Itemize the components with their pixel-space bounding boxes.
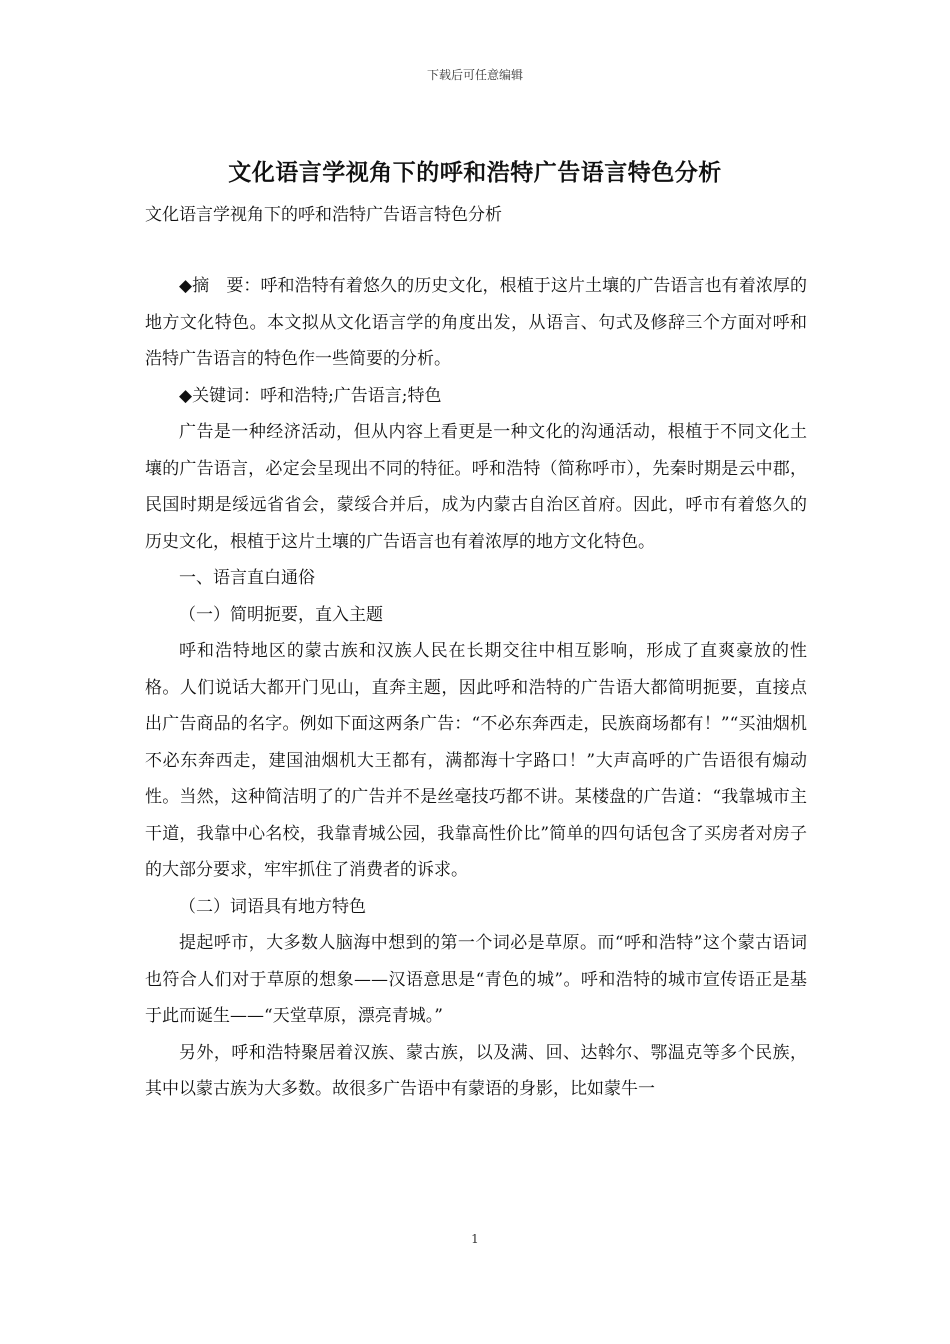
body-paragraph: 呼和浩特地区的蒙古族和汉族人民在长期交往中相互影响，形成了直爽豪放的性格。人们说话大都开门见山，直奔主题，因此呼和浩特的广告语大都简明扼要，直接点出广告商品的名字。例如下面这两条广告：“不必东奔西走，民族商场都有！”“买油烟机不必东奔西走，建国油烟机大王都有，满都海十字路口！”大声高呼的广告语很有煽动性。当然，这种简洁明了的广告并不是丝毫技巧都不讲。某楼盘的广告道：“我靠城市主干道，我靠中心名校，我靠青城公园，我靠高性价比”简单的四句话包含了买房者对房子的大部分要求，牢牢抓住了消费者的诉求。 [145,641,807,880]
subsection-heading: （一）简明扼要，直入主题 [179,604,383,625]
body-paragraph: 提起呼市，大多数人脑海中想到的第一个词必是草原。而“呼和浩特”这个蒙古语词也符合人们对于草原的想象——汉语意思是“青色的城”。呼和浩特的城市宣传语正是基于此而诞生——“天堂草原，漂亮青城。” [145,933,807,1026]
body-text [145,268,807,1108]
body-paragraph: 另外，呼和浩特聚居着汉族、蒙古族，以及满、回、达斡尔、鄂温克等多个民族，其中以蒙古族为大多数。故很多广告语中有蒙语的身影，比如蒙牛一 [145,1042,807,1099]
subsection-heading: （二）词语具有地方特色 [179,896,366,917]
page-header: 下载后可任意编辑 [426,68,523,82]
body-paragraph: 广告是一种经济活动，但从内容上看更是一种文化的沟通活动，根植于不同文化土壤的广告语言，必定会呈现出不同的特征。呼和浩特（简称呼市），先秦时期是云中郡，民国时期是绥远省省会，蒙绥合并后，成为内蒙古自治区首府。因此，呼市有着悠久的历史文化，根植于这片土壤的广告语言也有着浓厚的地方文化特色。 [145,422,807,552]
page-number: 1 [471,1232,479,1246]
abstract-paragraph: ◆摘 要：呼和浩特有着悠久的历史文化，根植于这片土壤的广告语言也有着浓厚的地方文化特色。本文拟从文化语言学的角度出发，从语言、句式及修辞三个方面对呼和浩特广告语言的特色作一些简要的分析。 [145,276,807,369]
document-title: 文化语言学视角下的呼和浩特广告语言特色分析 [228,159,722,186]
document-subtitle: 文化语言学视角下的呼和浩特广告语言特色分析 [145,205,502,225]
keywords-paragraph: ◆关键词：呼和浩特;广告语言;特色 [179,385,442,406]
section-heading: 一、语言直白通俗 [179,568,315,588]
